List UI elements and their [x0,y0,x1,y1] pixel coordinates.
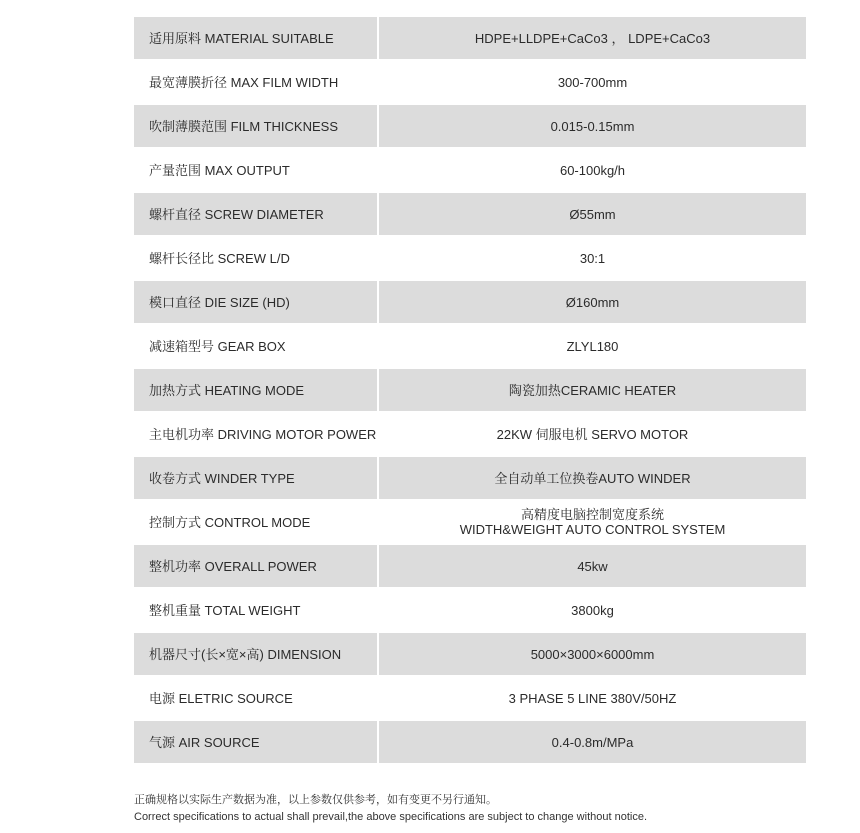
spec-value [379,588,806,632]
spec-value-text: ZLYL180 [566,338,619,354]
spec-value [379,500,806,544]
disclaimer-notice [134,792,647,826]
spec-value-text: 5000×3000×6000mm [530,646,655,662]
spec-value [379,236,806,280]
spec-value-text: 陶瓷加热CERAMIC HEATER [508,382,677,398]
spec-label: 收卷方式 WINDER TYPE [134,457,377,499]
spec-value [379,633,806,675]
table-row [134,676,806,720]
spec-label: 适用原料 MATERIAL SUITABLE [134,17,377,59]
spec-label: 螺杆直径 SCREW DIAMETER [134,193,377,235]
spec-value-text: 3800kg [571,602,614,618]
spec-value-text: Ø160mm [565,294,620,310]
spec-value [379,676,806,720]
spec-value-text: 全自动单工位换卷AUTO WINDER [494,470,691,486]
table-row [134,412,806,456]
table-row [134,16,806,60]
table-row [134,588,806,632]
table-row [134,324,806,368]
spec-label: 整机重量 TOTAL WEIGHT [149,602,301,618]
table-row [134,368,806,412]
spec-value [379,281,806,323]
spec-label: 整机功率 OVERALL POWER [134,545,377,587]
spec-label: 气源 AIR SOURCE [134,721,377,763]
spec-label: 最宽薄膜折径 MAX FILM WIDTH [149,74,339,90]
spec-value [379,457,806,499]
table-row [134,192,806,236]
spec-value [379,412,806,456]
spec-label: 机器尺寸(长×宽×高) DIMENSION [134,633,377,675]
spec-value [379,324,806,368]
spec-value [379,721,806,763]
spec-value-text: 0.015-0.15mm [550,118,635,134]
spec-table [134,16,806,764]
table-row [134,60,806,104]
table-row [134,500,806,544]
table-row [134,280,806,324]
disclaimer-en: Correct specifications to actual shall prevail,the above specifications are subject to change without notice. [134,811,648,823]
spec-value [379,369,806,411]
spec-value [379,17,806,59]
spec-label: 减速箱型号 GEAR BOX [149,338,286,354]
spec-value-text-secondary: WIDTH&WEIGHT AUTO CONTROL SYSTEM [459,522,726,537]
spec-label: 加热方式 HEATING MODE [134,369,377,411]
spec-value [379,105,806,147]
spec-label: 模口直径 DIE SIZE (HD) [134,281,377,323]
spec-value-text: 60-100kg/h [559,162,626,178]
table-row [134,104,806,148]
disclaimer-cn: 正确规格以实际生产数据为准，以上参数仅供参考，如有变更不另行通知。 [134,794,497,806]
spec-value-text: 22KW 伺服电机 SERVO MOTOR [496,426,689,442]
spec-value [379,148,806,192]
table-row [134,632,806,676]
spec-value-text: 高精度电脑控制宽度系统 [520,507,664,522]
spec-value-text: 300-700mm [557,74,628,90]
spec-label: 吹制薄膜范围 FILM THICKNESS [134,105,377,147]
spec-label: 控制方式 CONTROL MODE [149,514,311,530]
spec-value-text: 0.4-0.8m/MPa [551,734,634,750]
spec-value [379,60,806,104]
spec-value [379,545,806,587]
table-row [134,720,806,764]
spec-label: 螺杆长径比 SCREW L/D [149,250,290,266]
table-row [134,456,806,500]
spec-value [379,193,806,235]
table-row [134,148,806,192]
spec-label: 主电机功率 DRIVING MOTOR POWER [149,426,377,442]
spec-label: 产量范围 MAX OUTPUT [149,162,290,178]
table-row [134,544,806,588]
spec-value-text: Ø55mm [569,206,616,222]
spec-label: 电源 ELETRIC SOURCE [149,690,293,706]
table-row [134,236,806,280]
spec-value-text: HDPE+LLDPE+CaCo3 ， LDPE+CaCo3 [474,30,711,46]
spec-value-text: 3 PHASE 5 LINE 380V/50HZ [508,690,677,706]
spec-value-text: 45kw [577,558,608,574]
spec-value-text: 30:1 [579,250,606,266]
